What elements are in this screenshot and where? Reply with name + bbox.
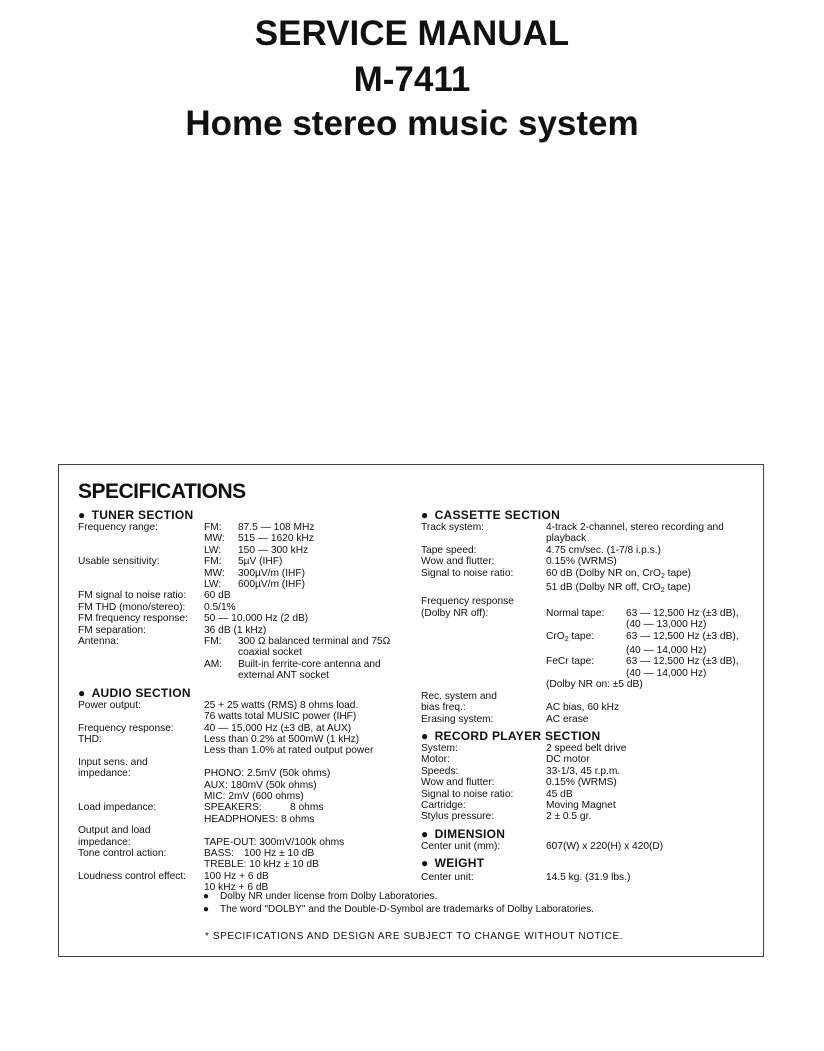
bullet-icon: ●: [421, 508, 429, 522]
spec-row: System: 2 speed belt drive: [421, 742, 627, 754]
specs-left-column: [78, 507, 423, 894]
spec-row: FM frequency response: 50 — 10,000 Hz (2 dB): [78, 613, 309, 625]
spec-row: Erasing system: AC erase: [421, 713, 589, 725]
specs-right-column: [421, 507, 761, 884]
spec-row: Antenna: FM: 300 Ω balanced terminal and 75Ω coaxial socket AM: Built-in ferrite-core antenna and external ANT socket: [78, 636, 391, 682]
spec-row: Wow and flutter: 0.15% (WRMS): [421, 556, 617, 568]
footnote: ● The word "DOLBY" and the Double-D-Symbol are trademarks of Dolby Laboratories.: [203, 904, 594, 915]
spec-row: Signal to noise ratio: 45 dB: [421, 788, 573, 800]
spec-row: Load impedance: SPEAKERS: 8 ohms HEADPHONES: 8 ohms: [78, 802, 324, 825]
cassette-section-title: ● CASSETTE SECTION: [421, 508, 561, 522]
bullet-icon: ●: [421, 728, 429, 743]
model-number: M-7411: [353, 60, 471, 99]
product-description: Home stereo music system: [185, 104, 639, 143]
spec-row: Output and load impedance: TAPE-OUT: 300mV/100k ohms: [78, 825, 345, 848]
spec-row: Input sens. and impedance: PHONO: 2.5mV (50k ohms) AUX: 180mV (50k ohms) MIC: 2mV (600 ohms): [78, 756, 331, 802]
footnotes: [203, 890, 594, 916]
spec-row: Tape speed: 4.75 cm/sec. (1-7/8 i.p.s.): [421, 544, 661, 556]
spec-row: Speeds: 33-1/3, 45 r.p.m.: [421, 765, 621, 777]
specifications-box: [58, 464, 764, 957]
bullet-icon: ●: [78, 685, 86, 700]
bullet-icon: ●: [203, 891, 210, 902]
audio-section-title: ● AUDIO SECTION: [78, 685, 191, 700]
spec-row: Center unit (mm): 607(W) x 220(H) x 420(D): [421, 840, 664, 852]
spec-row: Stylus pressure: 2 ± 0.5 gr.: [421, 811, 592, 823]
spec-row: Tone control action: BASS: 100 Hz ± 10 dB TREBLE: 10 kHz ± 10 dB: [78, 847, 319, 871]
manual-title: SERVICE MANUAL: [254, 14, 570, 53]
spec-row: Wow and flutter: 0.15% (WRMS): [421, 777, 617, 789]
spec-row: Track system: 4-track 2-channel, stereo recording and playback: [421, 522, 724, 545]
spec-row: Loudness control effect: 100 Hz + 6 dB 10 kHz + 6 dB: [78, 870, 269, 894]
spec-row: Frequency response (Dolby NR off): Normal tape: 63 — 12,500 Hz (±3 dB), (40 — 13,000 Hz) CrO$_2$ tape: 63 — 12,500 Hz (±3 dB), (40 — 14,000 Hz) FeCr tape: 63 — 12,500 Hz (±3 dB), (40 — 14,000 Hz) (Dolby NR on: ±5 dB): [421, 596, 739, 691]
bullet-icon: ●: [78, 508, 86, 522]
tuner-section-title: ● TUNER SECTION: [78, 508, 194, 522]
spec-row: Cartridge: Moving Magnet: [421, 799, 616, 811]
spec-row: Frequency range: FM: 87.5 — 108 MHz MW: 515 — 1620 kHz LW: 150 — 300 kHz: [78, 522, 315, 556]
bullet-icon: ●: [421, 856, 429, 871]
bullet-icon: ●: [421, 826, 429, 841]
spec-row: Rec. system and bias freq.: AC bias, 60 kHz: [421, 690, 620, 714]
record-player-section-title: ● RECORD PLAYER SECTION: [421, 728, 601, 743]
specifications-heading: SPECIFICATIONS: [78, 480, 246, 503]
spec-row: FM signal to noise ratio: 60 dB: [78, 590, 231, 602]
spec-row: Frequency response: 40 — 15,000 Hz (±3 dB, at AUX): [78, 722, 352, 734]
disclaimer: * SPECIFICATIONS AND DESIGN ARE SUBJECT TO CHANGE WITHOUT NOTICE.: [205, 931, 624, 942]
bullet-icon: ●: [203, 904, 210, 915]
spec-row: Power output: 25 + 25 watts (RMS) 8 ohms load. 76 watts total MUSIC power (IHF): [78, 699, 359, 723]
footnote: ● Dolby NR under license from Dolby Laboratories.: [203, 891, 438, 902]
spec-row: Usable sensitivity: FM: 5µV (IHF) MW: 300µV/m (IHF) LW: 600µV/m (IHF): [78, 556, 306, 591]
spec-row: Signal to noise ratio: 60 dB (Dolby NR on, CrO$_2$ tape) 51 dB (Dolby NR off, CrO$_2$ tape): [421, 567, 691, 595]
dimension-section-title: ● DIMENSION: [421, 826, 506, 841]
spec-row: Motor: DC motor: [421, 754, 590, 766]
spec-row: FM separation: 36 dB (1 kHz): [78, 624, 267, 636]
spec-row: THD: Less than 0.2% at 500mW (1 kHz) Less than 1.0% at rated output power: [78, 733, 374, 757]
spec-row: FM THD (mono/stereo): 0.5/1%: [78, 601, 236, 613]
weight-section-title: ● WEIGHT: [421, 856, 485, 871]
spec-row: Center unit: 14.5 kg. (31.9 lbs.): [421, 872, 631, 884]
